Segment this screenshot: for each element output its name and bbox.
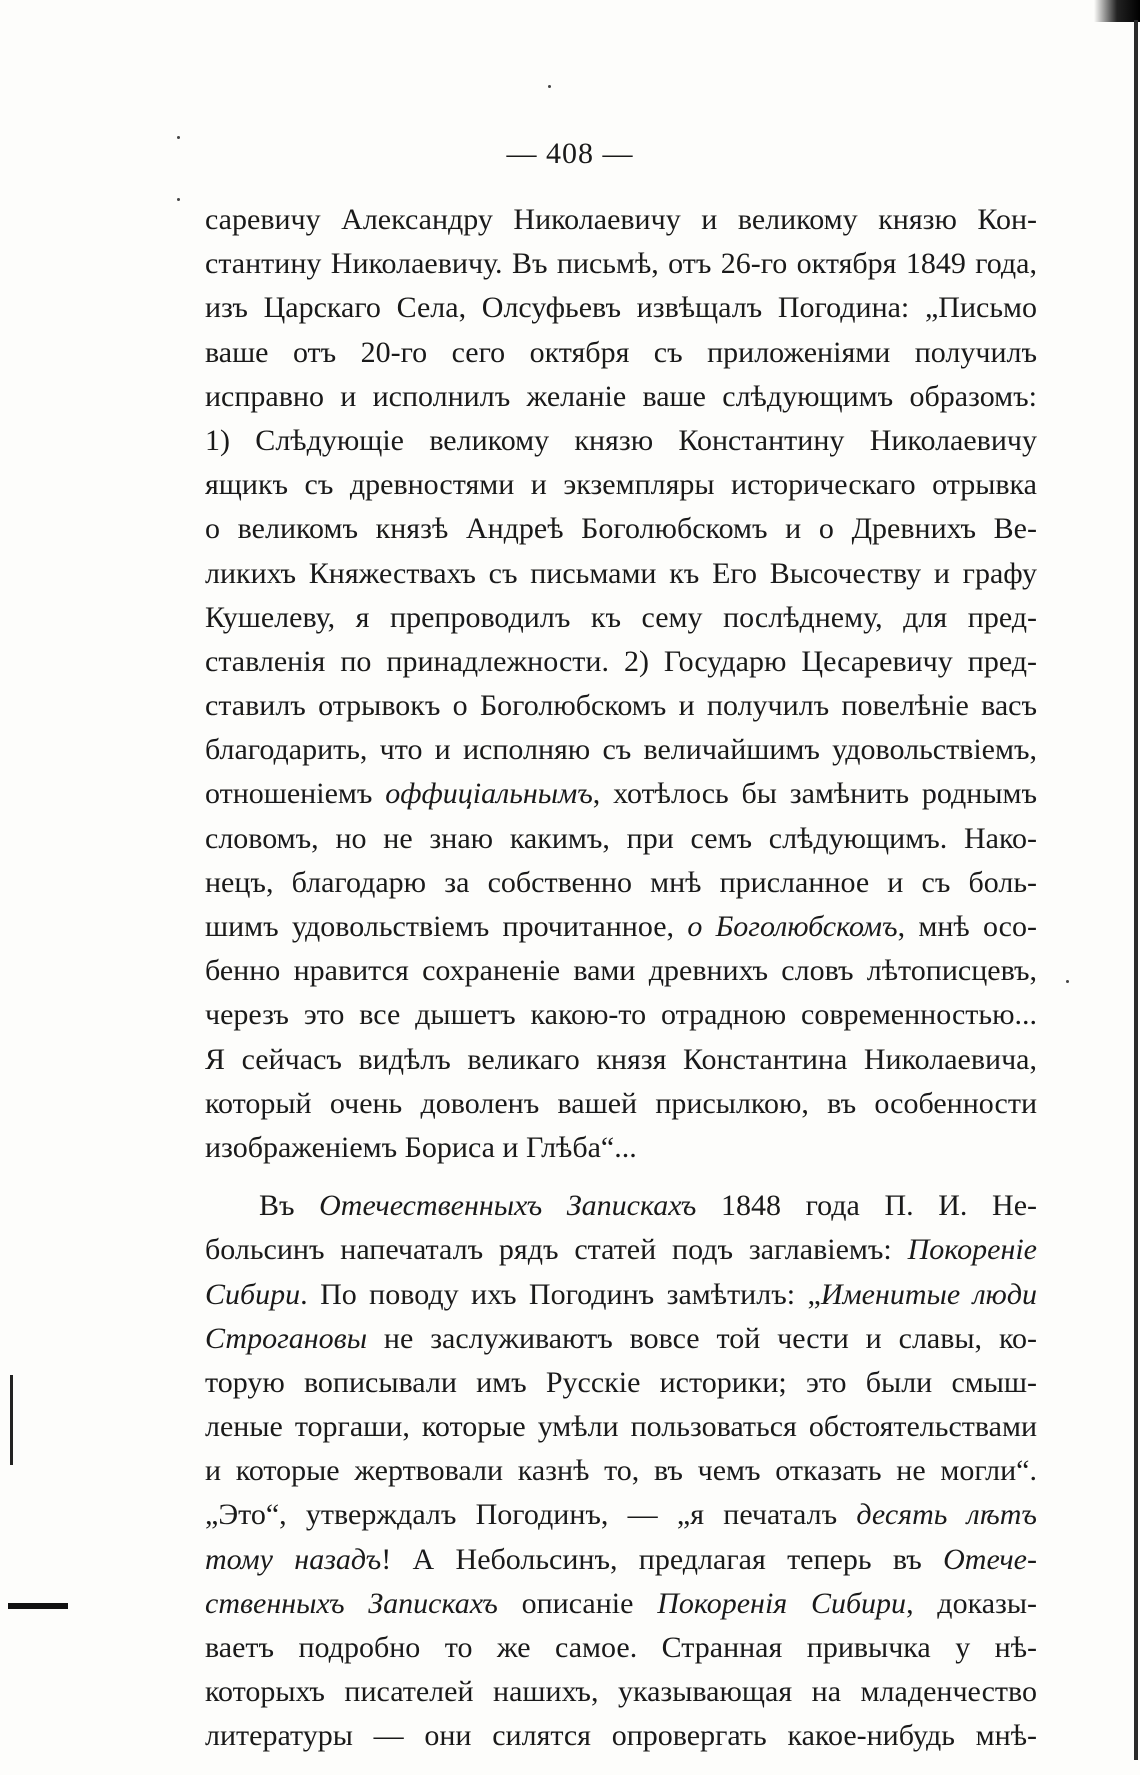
text-line: 1) Слѣдующіе великому князю Константину Николаевичу — [205, 423, 1037, 457]
text-line: отношеніемъ оффиціальнымъ, хотѣлось бы замѣнить роднымъ — [205, 777, 1037, 811]
text-line: литературы — они силятся опровергать какое-нибудь мнѣ- — [205, 1719, 1037, 1753]
text-line: и которые жертвовали казнѣ то, въ чемъ отказать не могли“. — [205, 1454, 1037, 1488]
scan-page-edge — [1134, 20, 1138, 1760]
text-line: Кушелеву, я препроводилъ къ сему послѣднему, для пред- — [205, 600, 1037, 634]
scan-speck — [177, 198, 180, 201]
text-line: который очень доволенъ вашей присылкою, въ особенности — [205, 1086, 1037, 1120]
text-line: торую вописывали имъ Русскіе историки; это были смыш- — [205, 1365, 1037, 1399]
text-line: изображеніемъ Бориса и Глѣба“... — [205, 1130, 637, 1164]
text-line: „Это“, утверждалъ Погодинъ, — „я печаталъ десять лѣтъ — [205, 1498, 1037, 1532]
text-line: стантину Николаевичу. Въ письмѣ, отъ 26-го октября 1849 года, — [205, 247, 1037, 281]
text-line: которыхъ писателей нашихъ, указывающая на младенчество — [205, 1675, 1037, 1709]
paragraph-gap — [205, 1170, 1037, 1184]
text-line: о великомъ князѣ Андреѣ Боголюбскомъ и о Древнихъ Ве- — [205, 512, 1037, 546]
text-line: Строгановы не заслуживаютъ вовсе той чести и славы, ко- — [205, 1321, 1037, 1355]
text-line: нецъ, благодарю за собственно мнѣ присланное и съ боль- — [205, 865, 1037, 899]
scan-speck — [1066, 980, 1069, 983]
text-line: шимъ удовольствіемъ прочитанное, о Боголюбскомъ, мнѣ осо- — [205, 910, 1037, 943]
scan-corner-mark — [1094, 0, 1140, 22]
text-line: саревичу Александру Николаевичу и великому князю Кон- — [205, 203, 1037, 236]
text-line: ваетъ подробно то же самое. Странная привычка у нѣ- — [205, 1631, 1037, 1664]
text-line: исправно и исполнилъ желаніе ваше слѣдующимъ образомъ: — [205, 379, 1037, 413]
text-line: леные торгаши, которые умѣли пользоваться обстоятельствами — [205, 1410, 1037, 1444]
text-line: благодарить, что и исполняю съ величайшимъ удовольствіемъ, — [205, 733, 1037, 767]
scan-margin-blot — [8, 1603, 68, 1609]
text-line: Въ Отечественныхъ Запискахъ 1848 года П. И. Не- — [259, 1189, 1037, 1223]
text-line: ственныхъ Запискахъ описаніе Покоренія Сибири, доказы- — [205, 1586, 1037, 1620]
body-text — [205, 198, 1037, 1759]
text-line: ставилъ отрывокъ о Боголюбскомъ и получилъ повелѣніе васъ — [205, 689, 1037, 723]
text-line: ставленія по принадлежности. 2) Государю Цесаревичу пред- — [205, 644, 1037, 678]
scan-speck — [548, 85, 551, 88]
text-line: ваше отъ 20-го сего октября съ приложеніями получилъ — [205, 335, 1037, 369]
page-number: — 408 — — [506, 137, 634, 170]
text-line: черезъ это все дышетъ какою-то отрадною современностью... — [205, 998, 1037, 1032]
text-line: больсинъ напечаталъ рядъ статей подъ заглавіемъ: Покореніе — [205, 1233, 1037, 1267]
text-line: Сибири. По поводу ихъ Погодинъ замѣтилъ: „Именитые люди — [205, 1277, 1037, 1311]
text-line: тому назадъ! А Небольсинъ, предлагая теперь въ Отече- — [205, 1542, 1037, 1576]
text-line: ликихъ Княжествахъ съ письмами къ Его Высочеству и графу — [205, 556, 1037, 590]
text-line: бенно нравится сохраненіе вами древнихъ словъ лѣтописцевъ, — [205, 954, 1037, 988]
text-line: Я сейчасъ видѣлъ великаго князя Константина Николаевича, — [205, 1042, 1037, 1076]
scan-margin-line — [10, 1375, 13, 1465]
text-line: изъ Царскаго Села, Олсуфьевъ извѣщалъ Погодина: „Письмо — [205, 291, 1037, 325]
text-line: ящикъ съ древностями и экземпляры историческаго отрывка — [205, 468, 1037, 502]
text-line: словомъ, но не знаю какимъ, при семъ слѣдующимъ. Нако- — [205, 821, 1037, 855]
